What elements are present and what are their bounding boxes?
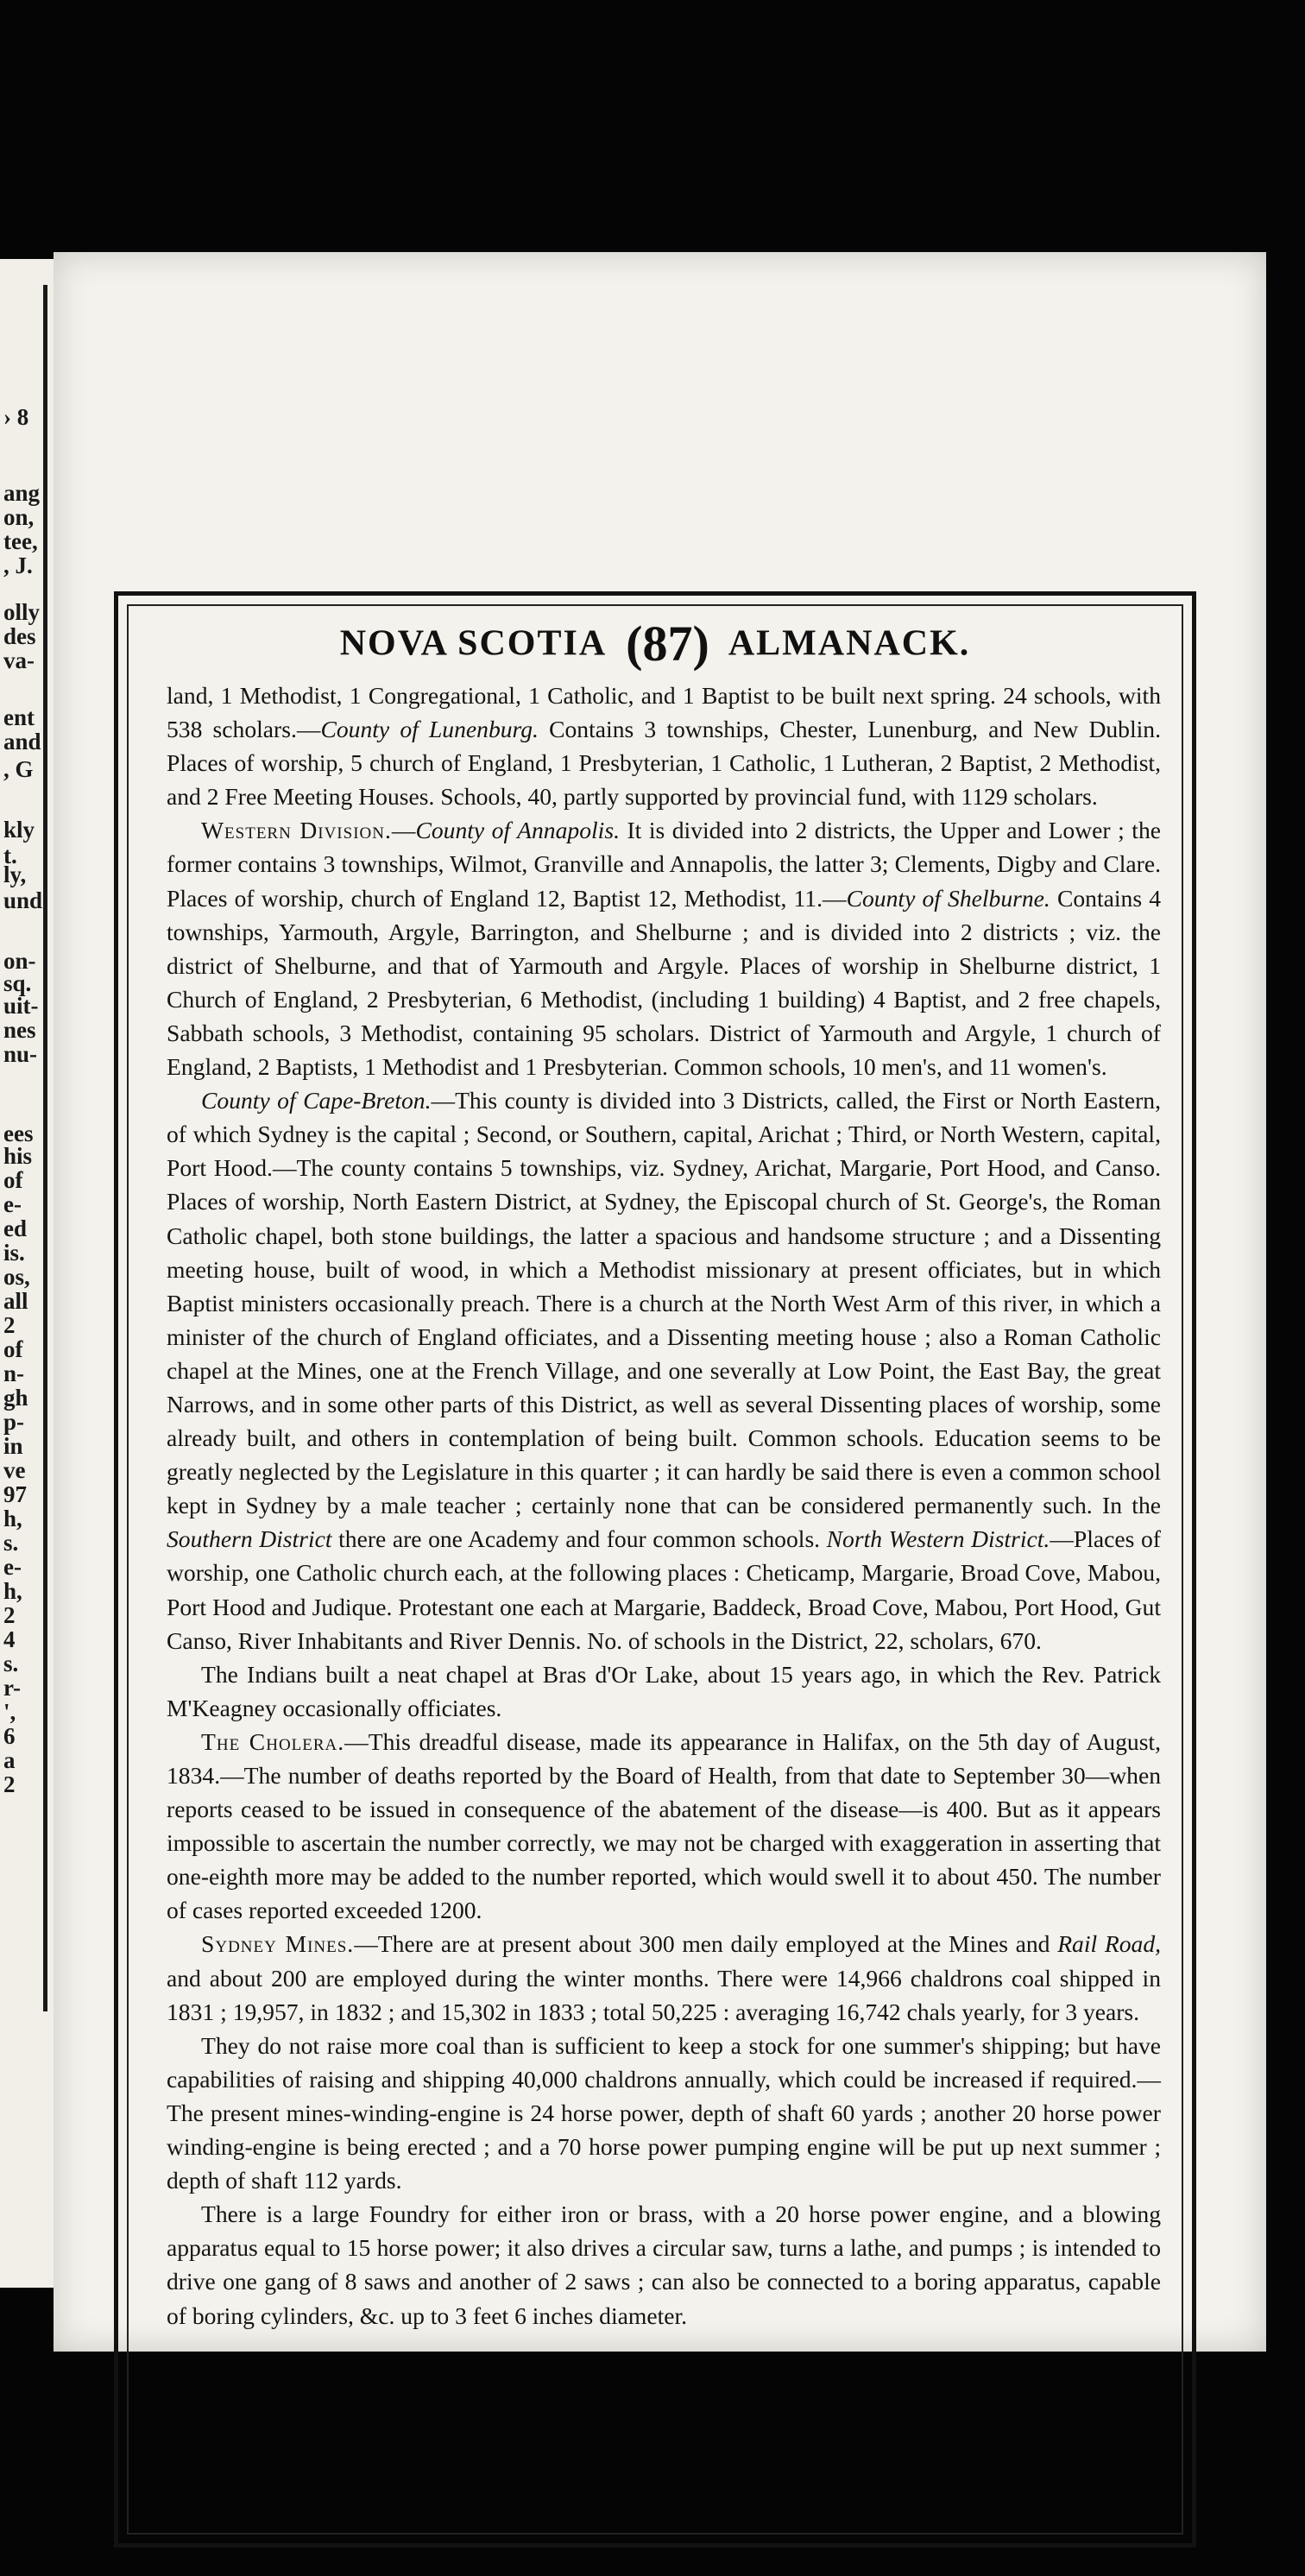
- text-run: —: [391, 817, 416, 844]
- left-page-fragment: 97: [3, 1481, 27, 1507]
- left-page-fragment: t.: [3, 843, 17, 868]
- italic-heading: Southern District: [167, 1525, 332, 1553]
- header-title-right: ALMANACK.: [728, 623, 971, 664]
- left-page-fragment: , J.: [3, 552, 33, 578]
- left-page-fragment: gh: [3, 1385, 28, 1411]
- text-run: They do not raise more coal than is sufficient to keep a stock for one summer's shipping; but have capabilities of raising and shipping 40,000 chaldrons annually, which could be increased if required.—The present mines-winding-engine is 24 horse power, depth of shaft 60 yards ; another 20 horse power winding-engine is being erected ; and a 70 horse power pumping engine will be put up next summer ; depth of shaft 112 yards.: [167, 2031, 1161, 2194]
- text-run: Contains 3 townships, Chester, Lunenburg, and New Dublin. Places of worship, 5 church of England, 1 Presbyterian, 1 Catholic, 1 Lutheran, 2 Baptist, 2 Methodist, and 2 Free Meeting Houses. Schools, 40, partly supported by provincial fund, with 1129 scholars.: [167, 716, 1161, 811]
- left-page-fragment: ed: [3, 1215, 27, 1241]
- paragraph: [167, 813, 1161, 1083]
- text-run: It is divided into 2 districts, the Upper and Lower ; the former contains 3 townships, Wilmot, Granville and Annapolis, the latter 3; Clements, Digby and Clare. Places of worship, church of England 12, Baptist 12, Methodist, 11.—: [167, 817, 1161, 912]
- header-title-left: NOVA SCOTIA: [339, 623, 608, 664]
- left-page-fragment: nu-: [3, 1041, 38, 1067]
- left-page-fragment: , G: [3, 756, 34, 782]
- text-run: there are one Academy and four common schools.: [331, 1525, 827, 1553]
- italic-heading: North Western District.: [826, 1525, 1050, 1553]
- text-run: The Indians built a neat chapel at Bras d'Or Lake, about 15 years ago, in which the Rev. Patrick M'Keagney occasionally officiates.: [167, 1660, 1161, 1721]
- left-page-fragment: 6: [3, 1723, 16, 1749]
- left-page-fragment: sq.: [3, 970, 32, 996]
- italic-heading: County of Annapolis.: [415, 817, 620, 844]
- left-page-fragment: des: [3, 623, 36, 649]
- left-page-edge: [0, 259, 58, 2288]
- left-page-fragment: › 8: [3, 404, 29, 430]
- text-run: —Places of worship, one Catholic church each, at the following places : Cheticamp, Margarie, Broad Cove, Mabou, Port Hood and Judique. Protestant one each at Margarie, Baddeck, Broad Cove, Mabou, Port Hood, Gut Canso, River Inhabitants and River Dennis. No. of schools in the District, 22, scholars, 670.: [167, 1525, 1161, 1654]
- text-run: —This county is divided into 3 Districts, called, the First or North Eastern, of which Sydney is the capital ; Second, or Southern, capital, Arichat ; Third, or North Western, capital, Port Hood.—The county contains 5 townships, viz. Sydney, Arichat, Margarie, Port Hood, and Canso. Places of worship, North Eastern District, at Sydney, the Episcopal church of St. George's, the Roman Catholic chapel, both stone buildings, the latter a spacious and handsome structure ; and a Dissenting meeting house, built of wood, in which a Methodist missionary at present officiates, but in which Baptist ministers occasionally preach. There is a church at the North West Arm of this river, in which a minister of the church of England officiates, and a Dissenting meeting house ; also a Roman Catholic chapel at the Mines, one at the French Village, and one severally at Low Point, the East Bay, the great Narrows, and in some other parts of this District, as well as several Dissenting places of worship, some already built, and others in contemplation of being built. Common schools. Education seems to be greatly neglected by the Legislature in this quarter ; it can hardly be said there is even a common school kept in Sydney by a male teacher ; certainly none that can be considered permanently such. In the: [167, 1087, 1161, 1519]
- left-page-fragment: n-: [3, 1361, 25, 1386]
- left-page-fragment: and: [3, 729, 41, 754]
- text-run: land, 1 Methodist, 1 Congregational, 1 Catholic, and 1 Baptist to be built next spring. 24 schools, with 538 scholars.—: [167, 682, 1161, 743]
- left-page-fragment: p-: [3, 1409, 25, 1435]
- left-page-fragment: all: [3, 1288, 28, 1314]
- left-page-fragment: a: [3, 1747, 16, 1773]
- left-page-fragment: os,: [3, 1264, 30, 1290]
- left-page-fragment: und: [3, 887, 43, 913]
- left-page-fragment: tee,: [3, 528, 38, 554]
- left-page-fragment: kly: [3, 817, 35, 843]
- page-border: [114, 591, 1196, 2548]
- section-heading: Western Division.: [201, 817, 392, 844]
- left-page-fragment: in: [3, 1433, 23, 1459]
- left-page-fragment: ve: [3, 1457, 26, 1483]
- text-run: and about 200 are employed during the winter months. There were 14,966 chaldrons coal shipped in 1831 ; 19,957, in 1832 ; and 15,302 in 1833 ; total 50,225 : averaging 16,742 chals yearly, for 3 years.: [167, 1964, 1161, 2025]
- left-page-fragment: olly: [3, 599, 41, 625]
- left-page-fragment: on,: [3, 504, 35, 530]
- left-page-fragment: 2: [3, 1602, 16, 1628]
- paragraph: [167, 1657, 1161, 1725]
- left-page-border: [43, 285, 47, 2011]
- left-page-fragment: ees: [3, 1121, 34, 1146]
- paragraph: [167, 1083, 1161, 1657]
- paragraph: [167, 679, 1161, 813]
- running-header: [118, 615, 1192, 675]
- paragraph: [167, 1927, 1161, 2028]
- text-run: There is a large Foundry for either iron or brass, with a 20 horse power engine, and a blowing apparatus equal to 15 horse power; it also drives a circular saw, turns a lathe, and pumps ; is intended to drive one gang of 8 saws and another of 2 saws ; can also be connected to a boring apparatus, capable of boring cylinders, &c. up to 3 feet 6 inches diameter.: [167, 2200, 1161, 2329]
- body-text: [167, 679, 1161, 2333]
- left-page-fragment: s.: [3, 1651, 19, 1676]
- left-page-fragment: 2: [3, 1771, 16, 1797]
- text-run: —There are at present about 300 men daily employed at the Mines and: [354, 1930, 1058, 1958]
- left-page-fragment: ent: [3, 704, 35, 730]
- left-page-fragment: ly,: [3, 862, 27, 887]
- almanack-page: [54, 252, 1266, 2352]
- left-page-fragment: nes: [3, 1017, 36, 1043]
- paragraph: [167, 2197, 1161, 2332]
- left-page-fragment: ang: [3, 480, 41, 506]
- section-heading: Sydney Mines.: [201, 1930, 355, 1958]
- paragraph: [167, 1725, 1161, 1928]
- left-page-fragment: ',: [3, 1699, 16, 1725]
- page-number: (87): [626, 616, 709, 672]
- left-page-fragment: of: [3, 1167, 23, 1193]
- italic-heading: County of Cape-Breton.: [201, 1087, 432, 1114]
- left-page-fragment: va-: [3, 647, 35, 673]
- italic-heading: County of Lunenburg.: [320, 716, 539, 743]
- left-page-fragment: on-: [3, 948, 36, 974]
- left-page-fragment: r-: [3, 1675, 21, 1701]
- italic-heading: County of Shelburne.: [846, 884, 1050, 912]
- section-heading: The Cholera.: [201, 1727, 345, 1755]
- left-page-fragment: his: [3, 1143, 33, 1169]
- paragraph: [167, 2029, 1161, 2197]
- left-page-fragment: is.: [3, 1240, 25, 1266]
- left-page-fragment: e-: [3, 1554, 22, 1580]
- left-page-fragment: 2: [3, 1312, 16, 1338]
- left-page-fragment: 4: [3, 1626, 16, 1652]
- left-page-fragment: of: [3, 1336, 23, 1362]
- italic-heading: Rail Road,: [1057, 1930, 1162, 1958]
- text-run: Contains 4 townships, Yarmouth, Argyle, Barrington, and Shelburne ; and is divided into 2 districts ; viz. the district of Shelburne, and that of Yarmouth and Argyle. Places of worship in Shelburne district, 1 Church of England, 2 Presbyterian, 6 Methodist, (including 1 building) 4 Baptist, and 2 free chapels, Sabbath schools, 3 Methodist, containing 95 scholars. District of Yarmouth and Argyle, 1 church of England, 2 Baptists, 1 Methodist and 1 Presbyterian. Common schools, 10 men's, and 11 women's.: [167, 884, 1161, 1081]
- left-page-fragment: e-: [3, 1191, 22, 1217]
- left-page-fragment: uit-: [3, 993, 39, 1019]
- left-page-fragment: s.: [3, 1530, 19, 1556]
- left-page-fragment: h,: [3, 1578, 22, 1604]
- text-run: —This dreadful disease, made its appearance in Halifax, on the 5th day of August, 1834.—The number of deaths reported by the Board of Health, from that date to September 30—when reports ceased to be issued in consequence of the abatement of the disease—is 400. But as it appears impossible to ascertain the number correctly, we may not be charged with exaggeration in asserting that one-eighth more may be added to the number reported, which would swell it to about 450. The number of cases reported exceeded 1200.: [167, 1727, 1161, 1924]
- left-page-fragment: h,: [3, 1506, 22, 1531]
